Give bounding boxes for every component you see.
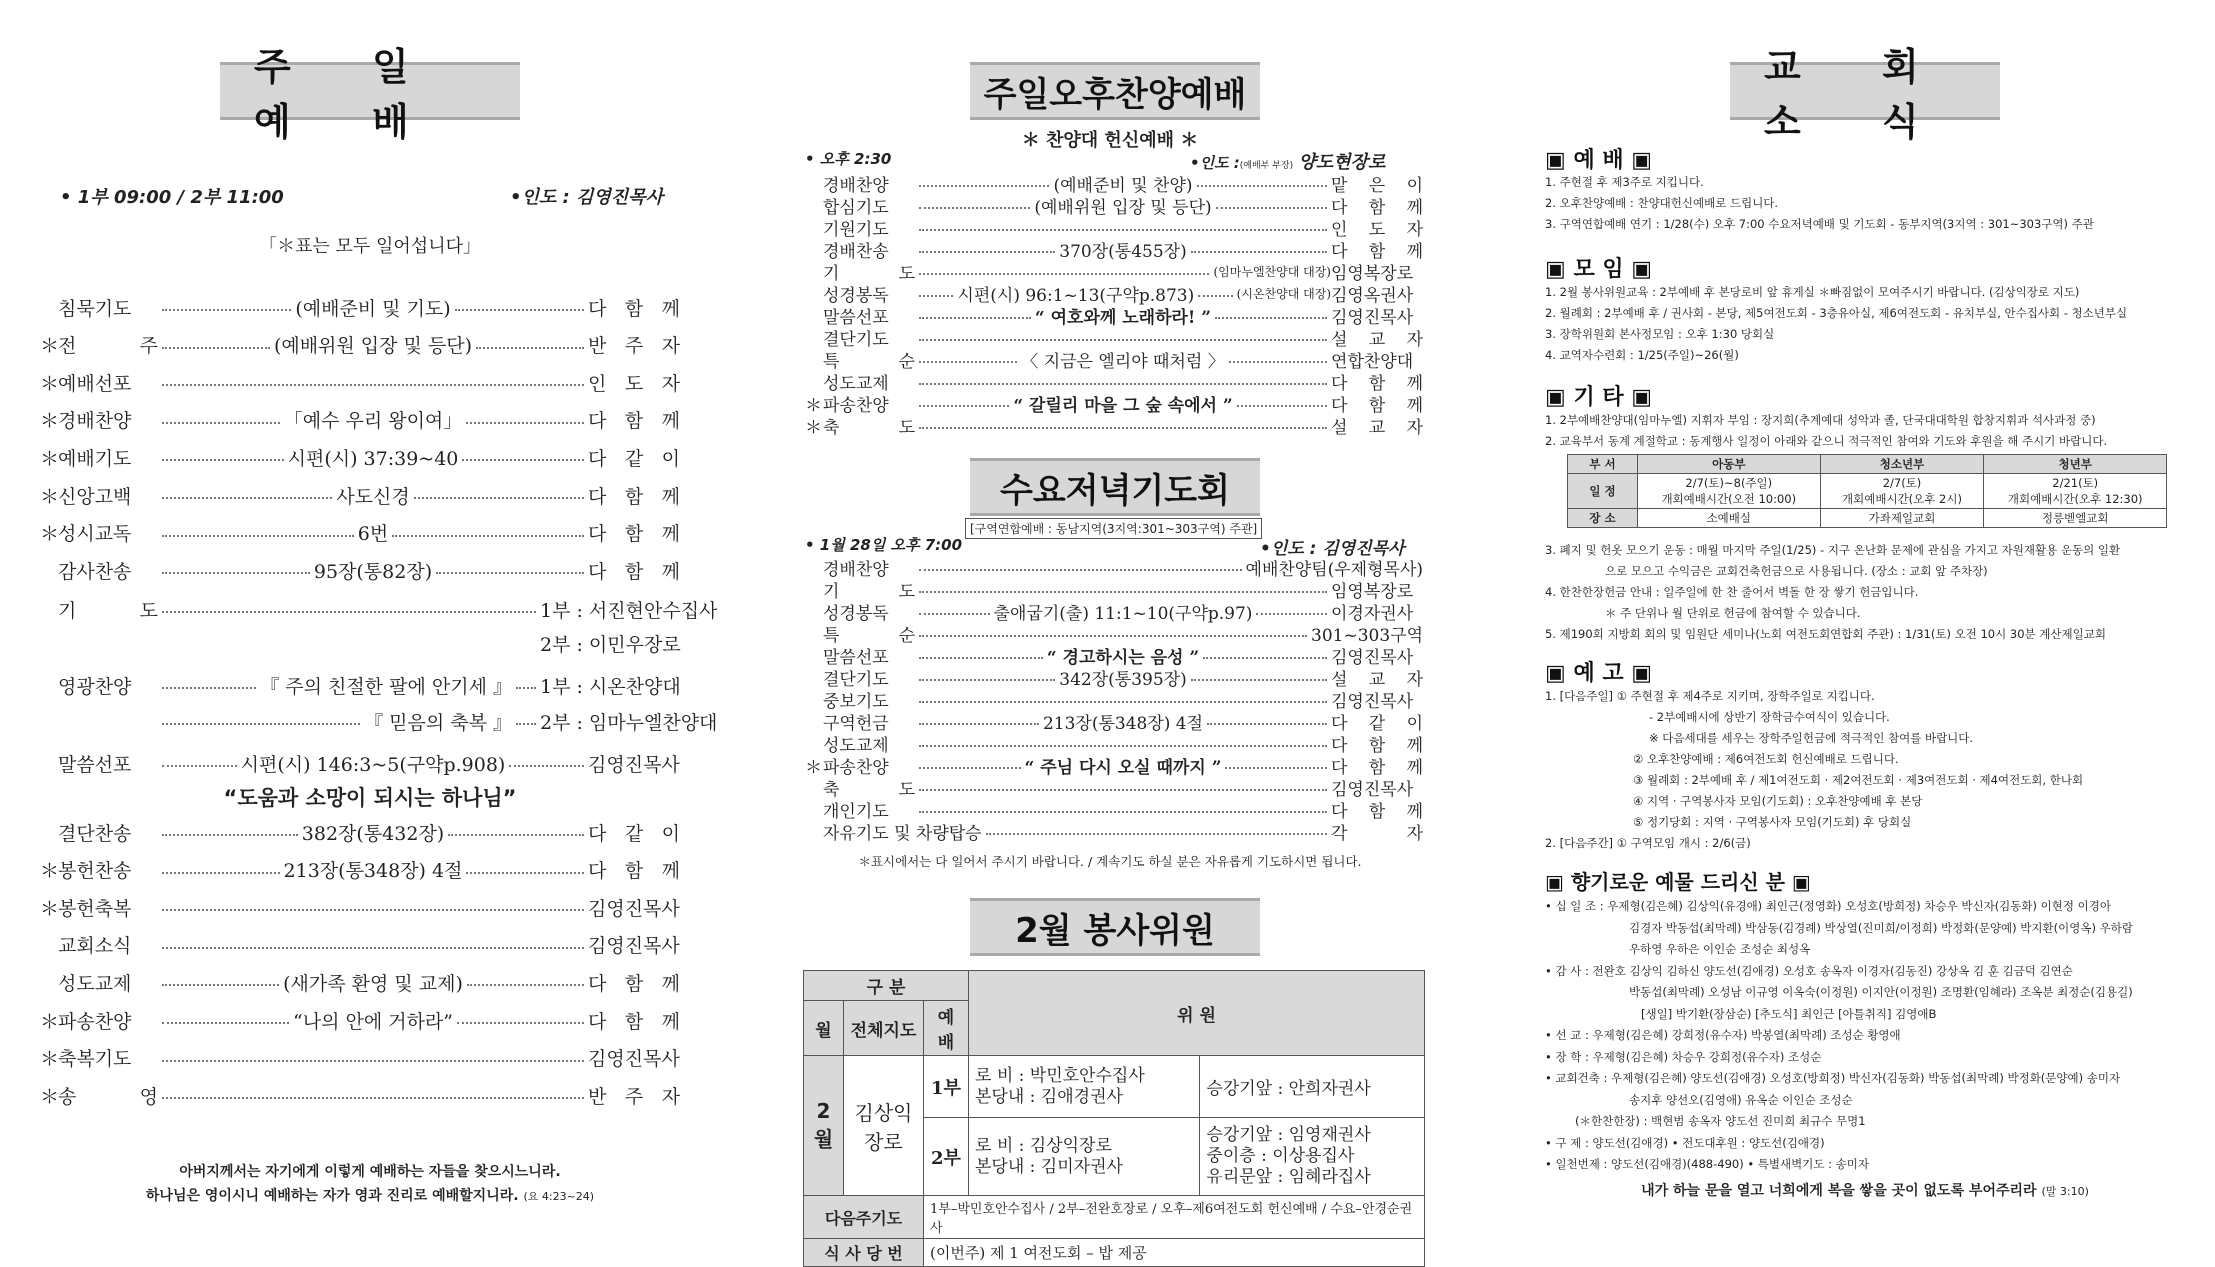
order-item xyxy=(40,855,680,885)
order-person: 설 교 자 xyxy=(1331,417,1423,438)
worship-leader: •인도 : 김영진목사 xyxy=(510,187,663,208)
choir-2-who: 2부 : 임마누엘찬양대 xyxy=(540,711,718,734)
order-person: 다 함 께 xyxy=(588,972,680,995)
order-label: 합심기도 xyxy=(823,197,889,218)
volunteers-title: 2월 봉사위원 xyxy=(970,898,1260,956)
order-label: 성시교독 xyxy=(58,523,132,546)
order-person: 다 함 께 xyxy=(588,485,681,508)
order-detail: “ 주님 다시 오실 때까지 ” xyxy=(1024,757,1222,778)
church-news-column xyxy=(1545,0,2185,1240)
order-item xyxy=(805,370,1423,392)
standing-mark: ＊ xyxy=(40,335,60,358)
order-detail: “나의 안에 거하라” xyxy=(293,1010,453,1033)
volunteers-table: 구 분 위 원 월 전체지도 예배 2월 김상익 장로 1부 로 비 : 박민호안수집사 본당내 : 김애경권사 승강기앞 : 안희자권사 2부 로 비 : 김상익장로 본당내 : 김미자권사 승강기앞 : 임영재권사 중이층 : 이상용집사 유리문앞 : 임혜라집사 다음주기도 1부–박민호안수집사 / 2부–전완호장로 / 오후–제6여전도회 헌신예배 / 수요–안경순권사 식 사 당 번 (이번주) 제 1 여전도회 – 밥 제공 xyxy=(803,970,1425,1267)
order-item xyxy=(805,392,1423,414)
order-item xyxy=(40,967,680,997)
standing-mark: ＊ xyxy=(40,523,60,546)
section-etc: ▣ 기 타 ▣ xyxy=(1545,385,1653,410)
order-item xyxy=(40,518,680,548)
order-person: 김영진목사 xyxy=(1331,691,1414,712)
order-detail: 시편(시) 37:39~40 xyxy=(287,447,459,470)
order-item xyxy=(40,367,680,397)
order-item xyxy=(40,1005,680,1035)
order-label: 말씀선포 xyxy=(823,307,889,328)
standing-mark: ＊ xyxy=(40,372,60,395)
order-note: (시온찬양대 대장) xyxy=(1236,286,1331,301)
notice-line: 2. 오후찬양예배 : 찬양대헌신예배로 드립니다. xyxy=(1545,196,1779,210)
order-label: 파송찬양 xyxy=(823,395,889,416)
notice-line: ② 오후찬양예배 : 제6여전도회 헌신예배로 드립니다. xyxy=(1633,752,1899,766)
order-detail: 213장(통348장) 4절 xyxy=(1042,713,1204,734)
order-item xyxy=(40,405,680,435)
order-item xyxy=(805,194,1423,216)
order-person: 설 교 자 xyxy=(1331,329,1423,350)
order-label: 봉헌찬송 xyxy=(58,860,132,883)
order-label: 파송찬양 xyxy=(823,757,889,778)
order-detail: 〈 지금은 엘리야 때처럼 〉 xyxy=(1021,351,1225,372)
order-label: 파송찬양 xyxy=(58,1010,132,1033)
order-item xyxy=(805,666,1423,688)
standing-mark: ＊ xyxy=(40,447,60,470)
wednesday-subtitle: [구역연합예배 : 동남지역(3지역:301~303구역) 주관] xyxy=(965,518,1262,539)
standing-mark: ＊ xyxy=(40,1085,60,1108)
order-label: 개인기도 xyxy=(823,801,889,822)
order-detail: “ 경고하시는 음성 ” xyxy=(1046,647,1200,668)
afternoon-subtitle: ＊ 찬양대 헌신예배 ＊ xyxy=(1021,130,1199,151)
order-label: 경배찬양 xyxy=(823,175,889,196)
afternoon-leader: •인도 :(예배부 부장) 양도현장로 xyxy=(1190,152,1386,173)
order-item xyxy=(805,556,1423,578)
order-person: 김영진목사 xyxy=(588,897,680,920)
order-label: 예배기도 xyxy=(58,447,132,470)
order-label: 예배선포 xyxy=(58,372,132,395)
order-detail: 출애굽기(출) 11:1~10(구약p.97) xyxy=(993,603,1253,624)
meeting-notices xyxy=(1545,282,2185,366)
order-person: 이경자권사 xyxy=(1331,603,1414,624)
order-person: 맡 은 이 xyxy=(1331,175,1423,196)
order-person: 다 함 께 xyxy=(1331,197,1423,218)
order-person: 임영복장로 xyxy=(1331,581,1414,602)
order-item-sermon: 말씀선포 시편(시) 146:3~5(구약p.908) 김영진목사 xyxy=(40,748,680,778)
notice-line: • 선 교 : 우제형(김은혜) 강희정(유수자) 박봉열(최막례) 조성순 황영애 xyxy=(1545,1028,1901,1042)
standing-mark: ＊ xyxy=(805,417,822,438)
order-detail: 342장(통395장) xyxy=(1059,669,1187,690)
order-label: 결단찬송 xyxy=(58,822,132,845)
standing-mark: ＊ xyxy=(40,860,60,883)
notice-line: ④ 지역 · 구역봉사자 모임(기도회) : 오후찬양예배 후 본당 xyxy=(1633,794,1923,808)
order-label: 말씀선포 xyxy=(823,647,889,668)
order-item xyxy=(805,820,1423,842)
order-item xyxy=(805,326,1423,348)
order-label: 중보기도 xyxy=(823,691,889,712)
section-offerings: ▣ 향기로운 예물 드리신 분 ▣ xyxy=(1545,870,1811,894)
section-worship: ▣ 예 배 ▣ xyxy=(1545,148,1653,173)
order-detail: “ 여호와께 노래하라! ” xyxy=(1034,307,1212,328)
notice-line: 김경자 박동섭(최막례) 박삼동(김경례) 박상열(진미희/이정희) 박정화(문양예) 박지환(이영옥) 우하람 xyxy=(1629,920,2133,935)
notice-line: 1. 2월 봉사위원교육 : 2부예배 후 본당로비 앞 휴게실 ＊빠짐없이 모여주시기 바랍니다. (김상익장로 지도) xyxy=(1545,285,2080,299)
order-label: 송 영 xyxy=(58,1085,158,1108)
order-label: 경배찬양 xyxy=(58,410,132,433)
order-detail: 95장(통82장) xyxy=(313,560,433,583)
order-item xyxy=(805,238,1423,260)
order-item xyxy=(805,260,1423,282)
dept-schedule-table: 부 서 아동부 청소년부 청년부 일 정 2/7(토)~8(주일) 개회예배시간(오전 10:00) 2/7(토) 개회예배시간(오후 2시) 2/21(토) 개회예배시간(오후 12:30) 장 소 소예배실 가좌제일교회 정릉벧엘교회 xyxy=(1567,454,2167,528)
sermon-passage: 시편(시) 146:3~5(구약p.908) xyxy=(240,753,506,776)
order-item xyxy=(40,817,680,847)
order-item xyxy=(40,892,680,922)
notice-line: • 구 제 : 양도선(김애경) • 전도대후원 : 양도선(김애경) xyxy=(1545,1135,1825,1150)
notice-line: [생일] 박기환(장삼순) [추도식] 최인근 [아틀취직] 김영애B xyxy=(1641,1006,1937,1021)
service-times: • 1부 09:00 / 2부 11:00 xyxy=(60,187,284,208)
wednesday-time: • 1월 28일 오후 7:00 xyxy=(805,536,963,554)
etc-notices-2: 3. 폐지 및 헌옷 모으기 운동 : 매월 마지막 주일(1/25) - 지구 온난화 문제에 관심을 가지고 자원재활용 운동의 일환 으로 모으고 수익금은 교회건축헌금으로 사용됩니다. (장소 : 교회 앞 주차장) 4. 한찬한장헌금 안내 : 일주일에 한 찬 줄어서 벽돌 한 장 쌓기 헌금입니다. ＊ 주 단위나 월 단위로 헌금에 참여할 수 있습니다. 5. 제190회 지방회 회의 및 임원단 세미나(노회 여전도회연합회 주관) : 1/31(토) 오전 10시 30분 계산제일교회 xyxy=(1545,543,2121,641)
order-person: 다 함 께 xyxy=(1331,395,1424,416)
closing-verse: 아버지께서는 자기에게 이렇게 예배하는 자들을 찾으시느니라. 하나님은 영이시니 예배하는 자가 영과 진리로 예배할지니라. (요 4:23~24) xyxy=(145,1164,595,1204)
choir-2-song: 『 믿음의 축복 』 xyxy=(364,711,512,734)
choir-1-who: 1부 : 시온찬양대 xyxy=(540,675,681,698)
standing-mark: ＊ xyxy=(40,1010,60,1033)
notice-line: 1. [다음주일] ① 주현절 후 제4주로 지키며, 장학주일로 지킵니다. xyxy=(1545,689,1875,703)
order-detail: 사도신경 xyxy=(336,485,410,508)
notice-line: 2. [다음주간] ① 구역모임 개시 : 2/6(금) xyxy=(1545,836,1751,850)
order-detail: 「예수 우리 왕이여」 xyxy=(283,410,463,433)
wednesday-leader: •인도 : 김영진목사 xyxy=(1260,539,1405,559)
order-detail: (예배준비 및 기도) xyxy=(295,297,451,320)
order-label: 특 순 xyxy=(823,351,915,372)
standing-mark: ＊ xyxy=(40,897,60,920)
order-item xyxy=(805,304,1423,326)
notice-line: (＊한찬한장) : 백현범 송옥자 양도선 진미희 최규수 무명1 xyxy=(1575,1114,1866,1128)
order-person: 다 같 이 xyxy=(588,447,680,470)
order-label: 전 주 xyxy=(58,335,158,358)
order-label: 경배찬양 xyxy=(823,559,889,580)
order-person: 김영진목사 xyxy=(1331,779,1414,800)
order-item xyxy=(805,688,1423,710)
order-item xyxy=(805,710,1423,732)
standing-note: 「＊표는 모두 일어섭니다」 xyxy=(259,236,481,257)
order-person: 다 함 께 xyxy=(588,410,680,433)
order-person: 인 도 자 xyxy=(588,372,680,395)
standing-mark: ＊ xyxy=(805,395,822,416)
notice-line: 3. 구역연합예배 연기 : 1/28(수) 오후 7:00 수요저녁예배 및 기도회 - 동부지역(3지역 : 301~303구역) 주관 xyxy=(1545,217,2094,231)
order-person: 김영진목사 xyxy=(1331,307,1414,328)
order-label: 경배찬송 xyxy=(823,241,889,262)
order-detail: 382장(통432장) xyxy=(301,822,445,845)
order-person: 다 함 께 xyxy=(588,560,680,583)
order-item xyxy=(805,282,1423,304)
order-person: 김영옥권사 xyxy=(1331,285,1414,306)
church-news-title: 교 회 소 식 xyxy=(1730,62,2000,120)
order-item xyxy=(40,555,680,585)
order-label: 결단기도 xyxy=(823,329,889,350)
afternoon-time: • 오후 2:30 xyxy=(805,150,892,168)
wednesday-note: ＊표시에서는 다 일어서 주시기 바랍니다. / 계속기도 하실 분은 자유롭게 기도하시면 됩니다. xyxy=(858,854,1362,869)
notice-line: • 일천번제 : 양도선(김애경)(488-490) • 특별새벽기도 : 송미자 xyxy=(1545,1157,1869,1171)
order-person: 예배찬양팀(우제형목사) xyxy=(1245,559,1423,580)
order-label: 축 도 xyxy=(823,779,915,800)
order-item xyxy=(805,578,1423,600)
order-person: 다 함 께 xyxy=(1331,801,1423,822)
order-detail: (예배준비 및 찬양) xyxy=(1053,175,1193,196)
notice-line: • 장 학 : 우제형(김은혜) 차승우 강희정(유수자) 조성순 xyxy=(1545,1049,1822,1064)
order-person: 다 같 이 xyxy=(588,822,681,845)
order-person: 반 주 자 xyxy=(588,1085,680,1108)
sermon-title: “도움과 소망이 되시는 하나님” xyxy=(223,786,517,810)
notice-line: ※ 다음세대를 세우는 장학주일헌금에 적극적인 참여를 바랍니다. xyxy=(1649,731,1974,745)
order-label: 축복기도 xyxy=(58,1048,132,1071)
order-item xyxy=(805,754,1423,776)
order-label: 자유기도 및 차량탑승 xyxy=(823,823,982,844)
order-item xyxy=(805,216,1423,238)
order-item-choir: 영광찬양 『 주의 친절한 팔에 안기세 』 1부 : 시온찬양대 xyxy=(40,670,680,700)
order-label: 성도교제 xyxy=(58,972,132,995)
order-person: 301~303구역 xyxy=(1311,625,1423,646)
notice-line: • 감 사 : 전완호 김상익 김하신 양도선(김애경) 오성호 송옥자 이경자(김동진) 강상옥 김 훈 김금덕 김연순 xyxy=(1545,963,2073,978)
order-label: 성도교제 xyxy=(823,735,889,756)
order-item xyxy=(805,348,1423,370)
notice-line: 박동섭(최막례) 오성남 이규영 이옥숙(이정원) 이지안(이정원) 조명환(임혜라) 조옥분 최정순(김용길) xyxy=(1629,985,2133,999)
order-note: (임마누엘찬양대 대장) xyxy=(1213,264,1331,279)
order-person: 연합찬양대 xyxy=(1331,351,1414,372)
notice-line: ⑤ 정기당회 : 지역 · 구역봉사자 모임(기도회) 후 당회실 xyxy=(1633,815,1912,829)
order-person: 김영진목사 xyxy=(1331,647,1414,668)
order-person: 다 함 께 xyxy=(588,1010,681,1033)
prayer-2: 2부 : 이민우장로 xyxy=(540,634,681,656)
order-detail: 6번 xyxy=(357,523,389,546)
order-detail: 370장(통455장) xyxy=(1059,241,1187,262)
etc-notices: 1. 2부예배찬양대(임마누엘) 지휘자 부임 : 장지희(추계예대 성악과 졸, 단국대대학원 합창지휘과 석사과정 중) 2. 교육부서 동계 계절학교 : 동계행사 일정이 아래와 같으니 적극적인 참여와 기도와 후원을 해 주시기 바랍니다. xyxy=(1545,413,2108,448)
order-label: 구역헌금 xyxy=(823,713,889,734)
order-item xyxy=(805,732,1423,754)
notice-line: 4. 교역자수련회 : 1/25(주일)~26(월) xyxy=(1545,348,1739,362)
order-label: 기 도 xyxy=(823,581,915,602)
order-label: 성경봉독 xyxy=(823,603,889,624)
order-detail: (예배위원 입장 및 등단) xyxy=(273,335,473,358)
order-label: 결단기도 xyxy=(823,669,889,690)
worship-notices xyxy=(1545,172,2185,235)
order-item xyxy=(805,644,1423,666)
sunday-worship-column xyxy=(40,0,718,1240)
prayer-1: 1부 : 서진현안수집사 xyxy=(540,599,718,622)
order-item xyxy=(40,1080,680,1110)
notice-line: 1. 주현절 후 제3주로 지킵니다. xyxy=(1545,175,1704,189)
order-item-choir-2 xyxy=(40,706,718,736)
notice-line: - 2부예배시에 상반기 장학금수여식이 있습니다. xyxy=(1649,710,1890,724)
section-preview: ▣ 예 고 ▣ xyxy=(1545,661,1653,686)
choir-1-song: 『 주의 친절한 팔에 안기세 』 xyxy=(260,675,512,698)
order-label: 성도교제 xyxy=(823,373,889,394)
order-person: 다 함 께 xyxy=(588,860,680,883)
order-person: 다 같 이 xyxy=(1331,713,1424,734)
afternoon-worship-title: 주일오후찬양예배 xyxy=(970,62,1260,120)
order-label: 특 순 xyxy=(823,625,915,646)
order-person: 각 자 xyxy=(1331,823,1423,844)
order-item xyxy=(805,622,1423,644)
sunday-worship-title: 주 일 예 배 xyxy=(220,62,520,120)
order-person: 다 함 께 xyxy=(1331,241,1423,262)
order-person: 다 함 께 xyxy=(1331,373,1423,394)
bottom-verse: 내가 하늘 문을 열고 너희에게 복을 쌓을 곳이 없도록 부어주리라 (말 3:10) xyxy=(1641,1183,2089,1199)
order-person: 김영진목사 xyxy=(588,935,680,958)
notice-line: 2. 월례회 : 2부예배 후 / 권사회 - 본당, 제5여전도회 - 3층유아실, 제6여전도회 - 유치부실, 안수집사회 - 청소년부실 xyxy=(1545,306,2128,320)
section-meetings: ▣ 모 임 ▣ xyxy=(1545,257,1653,282)
order-item xyxy=(40,292,680,322)
order-item xyxy=(40,442,680,472)
order-item xyxy=(805,172,1423,194)
order-person: 임영복장로 xyxy=(1331,263,1414,284)
order-detail: (예배위원 입장 및 등단) xyxy=(1034,197,1212,218)
notice-line: • 교회건축 : 우제형(김은혜) 양도선(김애경) 오성호(방희정) 박신자(김동화) 박동섭(최막례) 박정화(문양예) 송미자 xyxy=(1545,1071,2121,1085)
order-label: 봉헌축복 xyxy=(58,897,132,920)
order-detail: “ 갈릴리 마을 그 숲 속에서 ” xyxy=(1013,395,1233,416)
order-item xyxy=(40,330,680,360)
order-person: 다 함 께 xyxy=(1331,757,1424,778)
sermon-preacher: 김영진목사 xyxy=(588,753,680,776)
order-label: 성경봉독 xyxy=(823,285,889,306)
order-label: 신앙고백 xyxy=(58,485,132,508)
notice-line: 송지후 양선오(김영애) 유옥순 이인순 조성순 xyxy=(1629,1092,1853,1107)
wednesday-prayer-title: 수요저녁기도회 xyxy=(970,458,1260,516)
order-person: 다 함 께 xyxy=(588,297,681,320)
notice-line: 우하영 우하은 이인순 조성순 최성옥 xyxy=(1629,942,1811,956)
order-label: 침묵기도 xyxy=(58,297,132,320)
order-detail: (새가족 환영 및 교제) xyxy=(283,972,463,995)
order-label: 교회소식 xyxy=(58,935,132,958)
offering-list xyxy=(1545,896,2185,1176)
order-person: 설 교 자 xyxy=(1331,669,1423,690)
order-item xyxy=(805,798,1423,820)
order-person: 김영진목사 xyxy=(588,1048,680,1071)
order-item xyxy=(805,776,1423,798)
order-person: 다 함 께 xyxy=(588,523,681,546)
preview-notices xyxy=(1545,686,2185,854)
order-item-prayer: 기 도 1부 : 서진현안수집사 xyxy=(40,594,680,624)
order-person: 반 주 자 xyxy=(588,335,681,358)
order-detail: 시편(시) 96:1~13(구약p.873) xyxy=(957,285,1195,306)
standing-mark: ＊ xyxy=(40,1048,60,1071)
standing-mark: ＊ xyxy=(40,485,60,508)
standing-mark: ＊ xyxy=(40,410,60,433)
order-item xyxy=(805,414,1423,436)
order-item xyxy=(40,930,680,960)
order-label: 축 도 xyxy=(823,417,915,438)
notice-line: • 십 일 조 : 우제형(김은혜) 김상익(유경애) 최인근(정영화) 오성호(방희정) 차승우 박신자(김동화) 이현정 이경아 xyxy=(1545,899,2111,913)
order-label: 감사찬송 xyxy=(58,560,132,583)
notice-line: ③ 월례회 : 2부예배 후 / 제1여전도회 · 제2여전도회 · 제3여전도회 · 제4여전도회, 한나회 xyxy=(1633,773,2084,787)
notice-line: 3. 장학위원회 본사정모임 : 오후 1:30 당회실 xyxy=(1545,327,1775,341)
order-label: 기 도 xyxy=(823,263,915,284)
standing-mark: ＊ xyxy=(805,757,822,778)
order-item xyxy=(40,1043,680,1073)
afternoon-worship-column xyxy=(795,0,1425,1263)
order-person: 다 함 께 xyxy=(1331,735,1423,756)
order-label: 기원기도 xyxy=(823,219,889,240)
order-detail: 213장(통348장) 4절 xyxy=(283,860,463,883)
order-item xyxy=(40,480,680,510)
order-person: 인 도 자 xyxy=(1331,219,1423,240)
order-item xyxy=(805,600,1423,622)
